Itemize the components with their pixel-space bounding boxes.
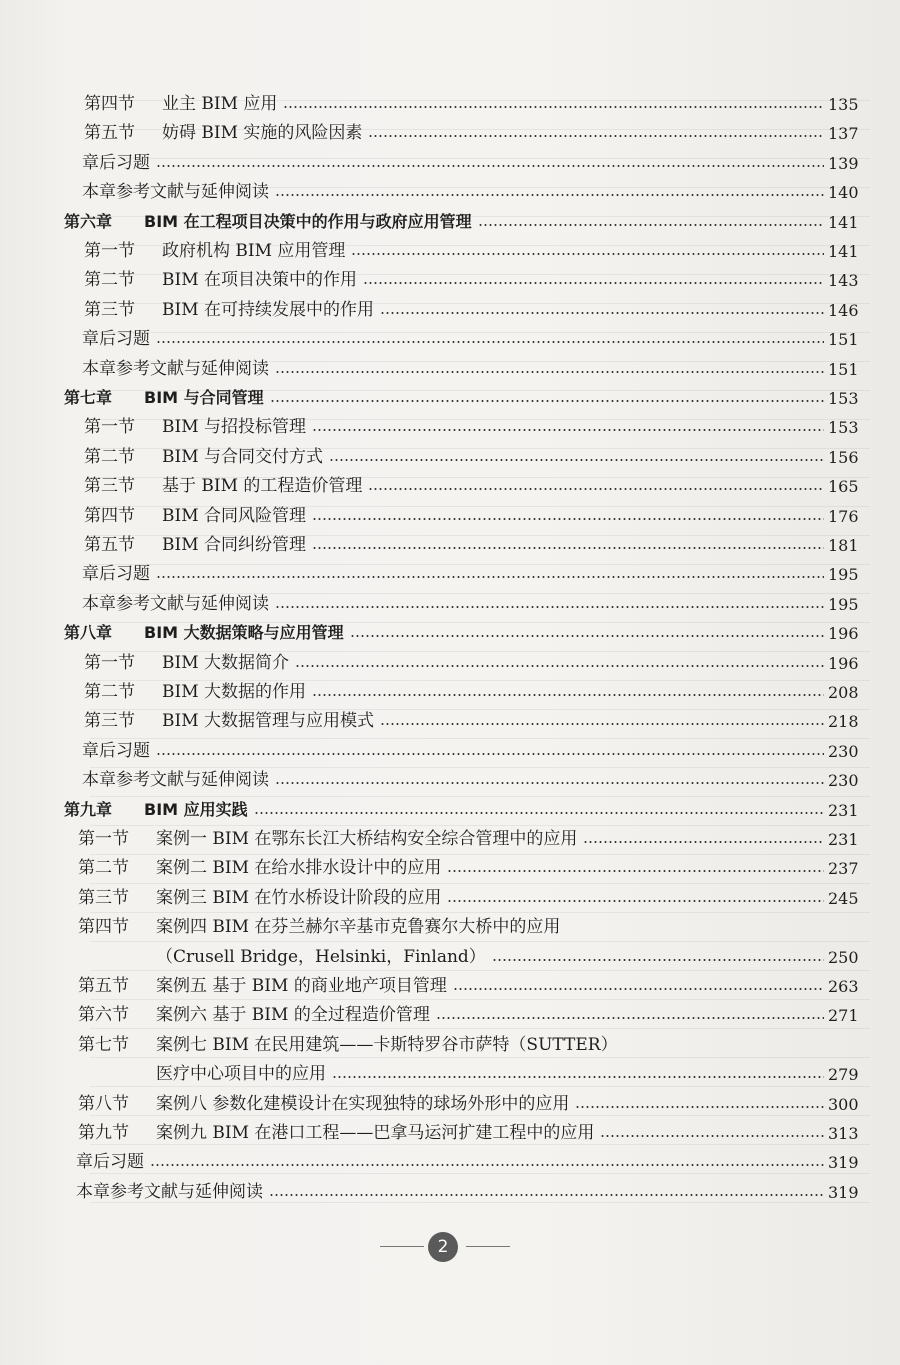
entry-title: 章后习题 [82,740,150,761]
dot-leader [583,841,824,843]
dot-leader-container [430,1017,824,1025]
entry-title: 章后习题 [76,1152,144,1173]
dot-leader [447,870,824,872]
page-reference: 300 [828,1094,859,1114]
section-number: 第二节 [84,446,135,467]
dot-leader-container [323,459,824,467]
page-reference: 137 [828,124,859,144]
entry-title: 本章参考文献与延伸阅读 [82,593,269,614]
page-reference: 271 [828,1006,859,1026]
section-number: 第五节 [84,535,135,555]
dot-leader [350,635,824,637]
toc-entry-row [0,441,900,467]
page-reference: 231 [828,800,859,820]
footer-rule-left [380,1246,424,1247]
dot-leader-container [144,1164,824,1172]
page-reference: 140 [828,183,859,203]
dot-leader [150,1164,824,1166]
dot-leader [312,694,824,696]
page-reference: 151 [828,359,859,379]
dot-leader-container [269,782,824,790]
page-reference: 195 [828,594,859,614]
page-number-badge: 2 [428,1232,458,1262]
dot-leader [312,518,824,520]
dot-leader-container [289,665,824,673]
section-number: 第三节 [84,476,135,497]
dot-leader-container [374,312,824,320]
page-reference: 313 [828,1124,859,1143]
section-number: 第九节 [78,1123,129,1143]
dot-leader [351,253,824,255]
chapter-number: 第八章 [64,623,113,643]
entry-title: 妨碍 BIM 实施的风险因素 [162,123,363,144]
toc-entry-row [0,147,900,173]
toc-entry-row [0,999,900,1025]
section-number: 第三节 [84,711,135,732]
entry-title: 政府机构 BIM 应用管理 [162,241,346,261]
page-reference: 195 [828,565,859,585]
dot-leader [600,1135,824,1137]
toc-entry-row [0,1058,900,1084]
dot-leader-container [344,635,824,643]
toc-entry-row [0,1176,900,1202]
dot-leader-container [150,753,824,761]
entry-title: 章后习题 [82,329,150,350]
page-reference: 250 [828,947,859,967]
entry-title: BIM 与合同交付方式 [162,446,324,467]
dot-leader-container [357,282,824,290]
dot-leader-container [472,224,824,232]
entry-title: （Crusell Bridge，Helsinki，Finland） [156,946,486,967]
page-footer [0,1230,900,1264]
toc-entry-row [0,764,900,790]
entry-title: 案例二 BIM 在给水排水设计中的应用 [156,858,442,879]
dot-leader [575,1106,824,1108]
page-reference: 141 [828,242,859,261]
dot-leader [368,135,824,137]
dot-leader-container [248,812,824,820]
dot-leader-container [150,576,824,584]
chapter-number: 第六章 [64,211,113,231]
dot-leader [436,1017,824,1019]
entry-title: 案例三 BIM 在竹水桥设计阶段的应用 [156,887,442,908]
footer-rule-right [466,1246,510,1247]
page-reference: 279 [828,1065,859,1085]
section-number: 第五节 [84,123,135,144]
section-number: 第一节 [84,241,135,261]
toc-entry-row [0,264,900,290]
toc-entry-row [0,588,900,614]
toc-entry-row [0,1088,900,1114]
entry-title: 案例七 BIM 在民用建筑——卡斯特罗谷市萨特（SUTTER） [156,1034,618,1055]
entry-title: 案例八 参数化建模设计在实现独特的球场外形中的应用 [156,1093,570,1114]
dot-leader [332,1076,824,1078]
dot-leader [254,812,824,814]
chapter-number: 第七章 [64,388,113,407]
dot-leader-container [306,547,824,555]
toc-entry-row [0,676,900,702]
dot-leader-container [150,341,824,349]
dot-leader [156,753,824,755]
dot-leader-container [345,253,824,261]
page-reference: 245 [828,888,859,908]
page-reference: 231 [828,830,859,849]
dot-leader [275,194,824,196]
dot-leader [275,606,824,608]
page-reference: 196 [828,624,859,644]
section-number: 第八节 [78,1093,129,1114]
dot-leader [156,576,824,578]
toc-chapter-row [0,794,900,820]
page-reference: 165 [828,477,859,497]
toc-entry-row [0,117,900,143]
entry-title: 章后习题 [82,564,150,585]
dot-leader-container [263,1194,824,1202]
dot-leader [269,1194,824,1196]
dot-leader-container [577,841,824,849]
page-reference: 153 [828,389,859,408]
entry-title: BIM 合同纠纷管理 [162,535,307,555]
chapter-title: BIM 应用实践 [144,799,248,819]
toc-entry-row [0,735,900,761]
dot-leader [447,900,824,902]
dot-leader [156,165,824,167]
dot-leader [368,488,824,490]
toc-entry-row [0,970,900,996]
section-number: 第二节 [84,682,135,702]
chapter-title: BIM 与合同管理 [144,388,264,407]
page-reference: 230 [828,741,859,761]
section-number: 第一节 [78,829,129,849]
toc-entry-row [0,294,900,320]
toc-chapter-row [0,617,900,643]
page-reference: 319 [828,1153,859,1173]
toc-entry-row [0,647,900,673]
entry-title: BIM 合同风险管理 [162,505,307,526]
dot-leader [453,988,824,990]
dot-leader [312,547,824,549]
entry-title: 章后习题 [82,152,150,173]
chapter-number: 第九章 [64,799,113,819]
page-reference: 208 [828,683,859,702]
entry-title: 基于 BIM 的工程造价管理 [162,476,363,497]
toc-entry-row [0,705,900,731]
page-reference: 230 [828,771,859,791]
dot-leader-container [594,1135,824,1143]
dot-leader-container [306,429,824,437]
page-reference: 156 [828,447,859,467]
page-reference: 263 [828,977,859,996]
section-number: 第一节 [84,652,135,673]
dot-leader-container [277,106,824,114]
page-reference: 146 [828,300,859,320]
entry-title: 案例四 BIM 在芬兰赫尔辛基市克鲁赛尔大桥中的应用 [156,917,561,938]
dot-leader [380,312,824,314]
page-reference: 141 [828,212,859,232]
entry-title: 业主 BIM 应用 [162,94,278,114]
dot-leader-container [150,165,824,173]
dot-leader-container [362,488,824,496]
page-reference: 196 [828,653,859,673]
entry-title: 案例一 BIM 在鄂东长江大桥结构安全综合管理中的应用 [156,829,578,849]
dot-leader [270,400,824,402]
dot-leader-container [374,723,824,731]
dot-leader-container [441,870,824,878]
toc-entry-row [0,411,900,437]
dot-leader [478,224,824,226]
toc-entry-row [0,882,900,908]
dot-leader [329,459,824,461]
toc-chapter-row [0,382,900,408]
toc-entry-row [0,852,900,878]
toc-entry-row [0,911,900,937]
toc-entry-row [0,1146,900,1172]
toc-entry-row [0,823,900,849]
toc-entry-row [0,235,900,261]
dot-leader [380,723,824,725]
chapter-title: BIM 在工程项目决策中的作用与政府应用管理 [144,211,472,231]
dot-leader-container [264,400,824,408]
entry-title: BIM 大数据管理与应用模式 [162,711,375,732]
dot-leader-container [306,694,824,702]
dot-leader-container [447,988,824,996]
section-number: 第七节 [78,1034,129,1055]
section-number: 第四节 [84,505,135,526]
page-reference: 176 [828,506,859,526]
section-number: 第四节 [84,94,135,114]
entry-title: 本章参考文献与延伸阅读 [76,1181,263,1202]
entry-title: BIM 在项目决策中的作用 [162,270,358,291]
entry-title: BIM 大数据的作用 [162,682,307,702]
entry-title: 医疗中心项目中的应用 [156,1064,326,1085]
toc-entry-row [0,558,900,584]
dot-leader-container [306,518,824,526]
page-reference: 135 [828,95,859,114]
toc-entry-row [0,323,900,349]
page-reference: 139 [828,153,859,173]
section-number: 第六节 [78,1005,129,1026]
section-number: 第五节 [78,976,129,996]
dot-leader [275,371,824,373]
section-number: 第三节 [84,299,135,320]
toc-entry-row [0,1117,900,1143]
entry-title: 案例九 BIM 在港口工程——巴拿马运河扩建工程中的应用 [156,1123,595,1143]
toc-entry-row [0,88,900,114]
section-number: 第四节 [78,917,129,938]
entry-title: BIM 大数据简介 [162,652,290,673]
toc-entry-row [0,353,900,379]
toc-entry-row [0,941,900,967]
section-number: 第一节 [84,417,135,438]
page-reference: 151 [828,330,859,350]
toc-entry-row [0,470,900,496]
dot-leader-container [269,606,824,614]
entry-title: 案例五 基于 BIM 的商业地产项目管理 [156,976,447,996]
toc-entry-row [0,500,900,526]
toc-entry-row [0,1029,900,1055]
section-number: 第二节 [78,858,129,879]
toc-entry-row [0,529,900,555]
entry-title: 本章参考文献与延伸阅读 [82,358,269,379]
entry-title: BIM 与招投标管理 [162,417,307,438]
dot-leader-container [269,194,824,202]
dot-leader [295,665,824,667]
dot-leader-container [362,135,824,143]
entry-title: 本章参考文献与延伸阅读 [82,770,269,791]
dot-leader-container [486,959,824,967]
dot-leader [156,341,824,343]
dot-leader [312,429,824,431]
entry-title: 案例六 基于 BIM 的全过程造价管理 [156,1005,430,1026]
toc-chapter-row [0,206,900,232]
dot-leader-container [569,1106,824,1114]
dot-leader-container [441,900,824,908]
dot-leader-container [269,371,824,379]
dot-leader-container [326,1076,824,1084]
section-number: 第二节 [84,270,135,291]
page-reference: 218 [828,712,859,732]
toc-entry-row [0,176,900,202]
dot-leader [492,959,824,961]
page-reference: 237 [828,859,859,879]
chapter-title: BIM 大数据策略与应用管理 [144,623,344,643]
dot-leader [363,282,824,284]
page-reference: 153 [828,418,859,438]
dot-leader [283,106,824,108]
entry-title: 本章参考文献与延伸阅读 [82,182,269,203]
entry-title: BIM 在可持续发展中的作用 [162,299,375,320]
page-reference: 319 [828,1182,859,1202]
page-reference: 181 [828,536,859,555]
dot-leader [275,782,824,784]
section-number: 第三节 [78,887,129,908]
page-reference: 143 [828,271,859,291]
